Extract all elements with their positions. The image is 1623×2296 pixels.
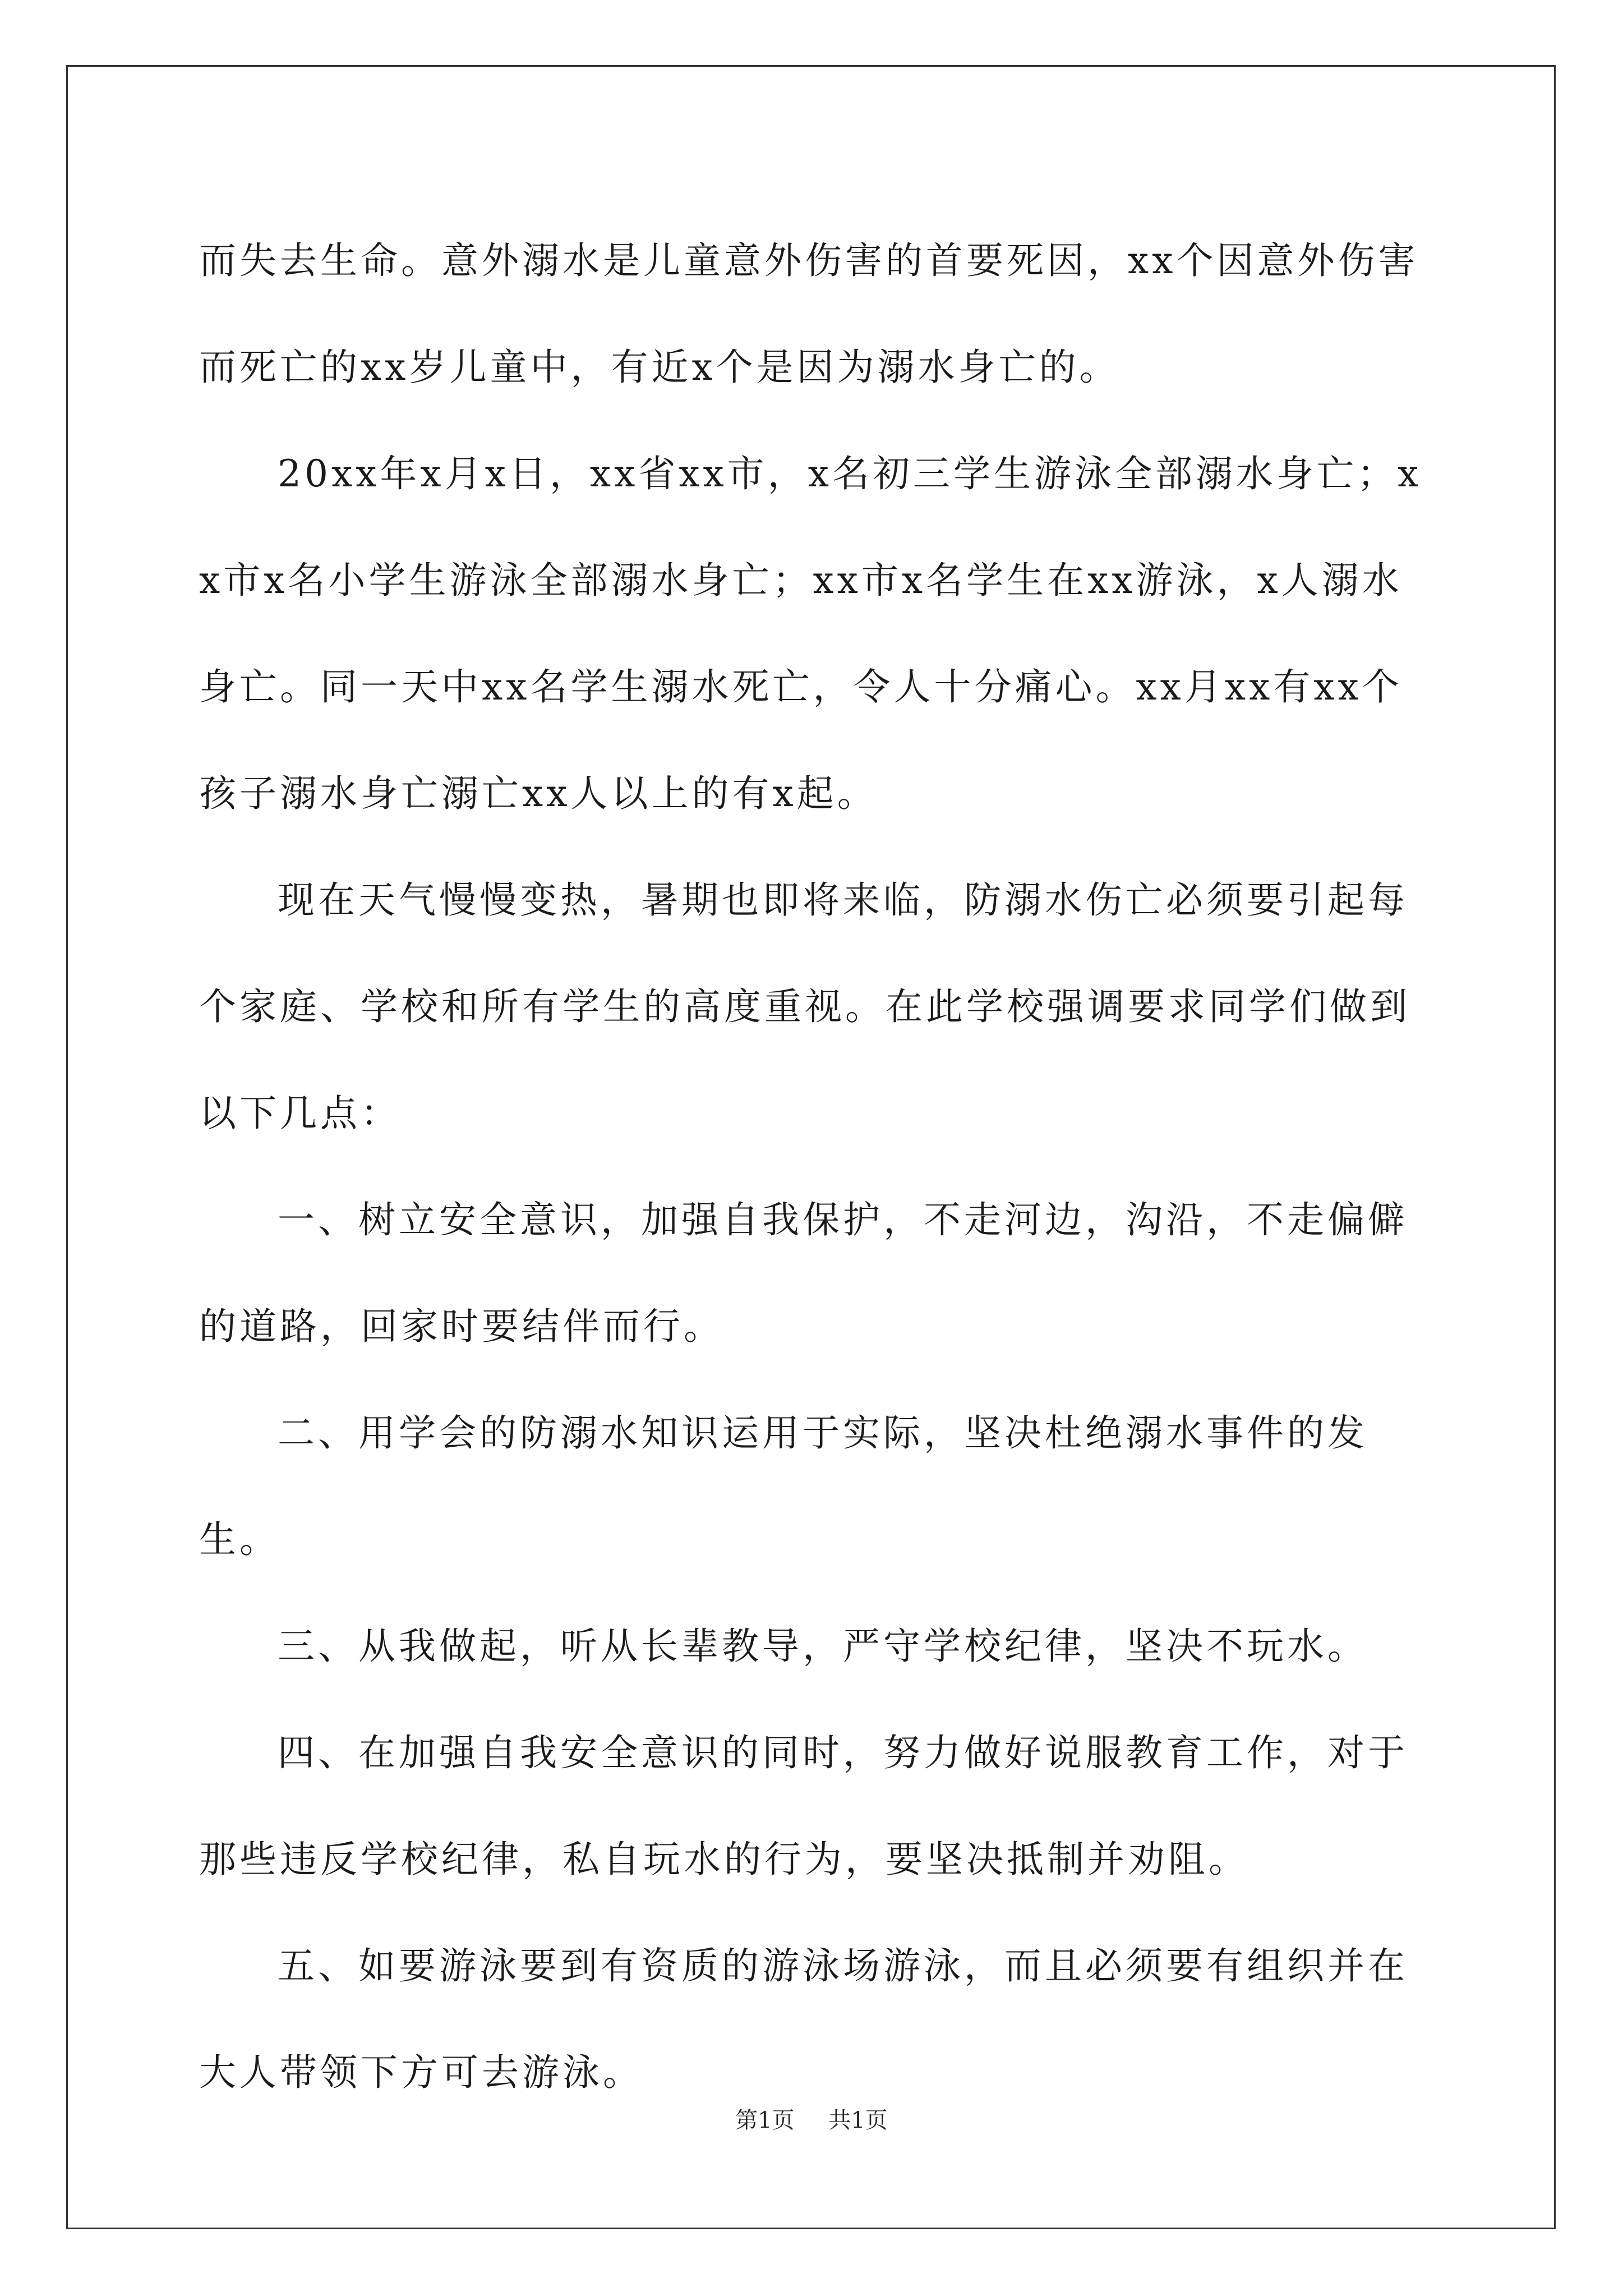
paragraph-2: 20xx年x月x日，xx省xx市，x名初三学生游泳全部溺水身亡；xx市x名小学生游泳全部溺水身亡；xx市x名学生在xx游泳，x人溺水身亡。同一天中xx名学生溺水死亡，令人十分痛心。xx月xx有xx个孩子溺水身亡溺亡xx人以上的有x起。	[199, 452, 1422, 815]
paragraph-6: 三、从我做起，听从长辈教导，严守学校纪律，坚决不玩水。	[278, 1625, 1368, 1668]
page-total: 共1页	[828, 2108, 888, 2133]
document-body	[199, 208, 1433, 2126]
paragraph-3: 现在天气慢慢变热，暑期也即将来临，防溺水伤亡必须要引起每个家庭、学校和所有学生的高度重视。在此学校强调要求同学们做到以下几点：	[199, 878, 1410, 1135]
paragraph-8: 五、如要游泳要到有资质的游泳场游泳，而且必须要有组织并在大人带领下方可去游泳。	[199, 1944, 1408, 2094]
paragraph-7: 四、在加强自我安全意识的同时，努力做好说服教育工作，对于那些违反学校纪律，私自玩水的行为，要坚决抵制并劝阻。	[199, 1731, 1408, 1881]
paragraph-4: 一、树立安全意识，加强自我保护，不走河边，沟沿，不走偏僻的道路，回家时要结伴而行。	[199, 1198, 1408, 1348]
page-number: 第1页	[735, 2108, 795, 2133]
page-footer	[0, 2106, 1623, 2134]
paragraph-1: 而失去生命。意外溺水是儿童意外伤害的首要死因，xx个因意外伤害而死亡的xx岁儿童中，有近x个是因为溺水身亡的。	[199, 239, 1419, 389]
paragraph-5: 二、用学会的防溺水知识运用于实际，坚决杜绝溺水事件的发生。	[199, 1411, 1368, 1561]
